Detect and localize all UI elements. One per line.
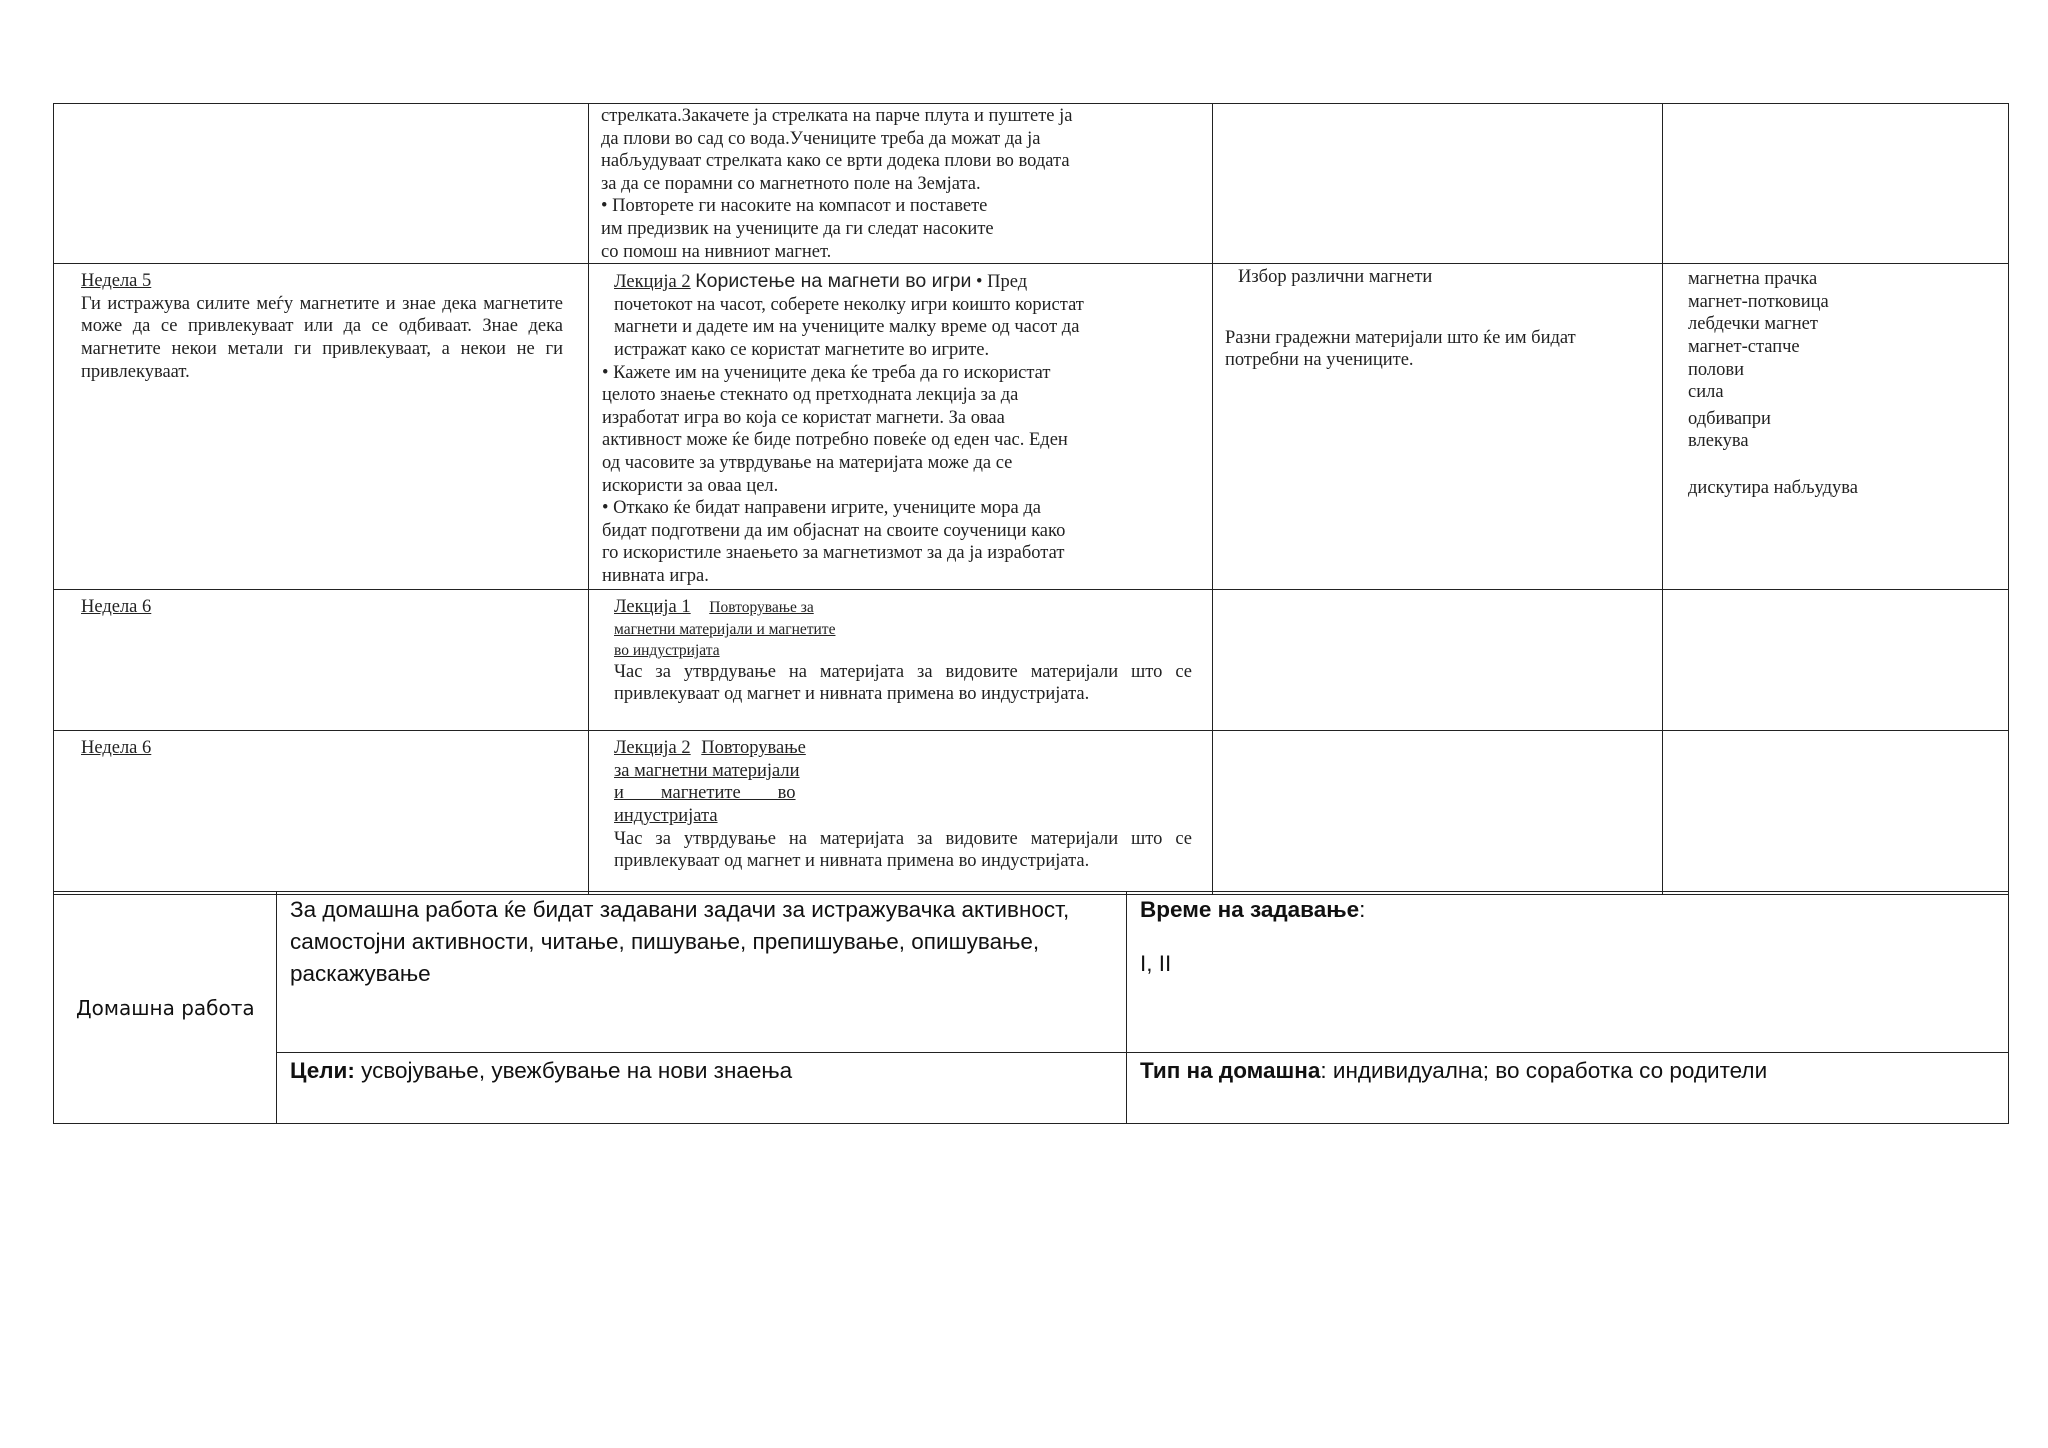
lesson-heading (614, 732, 1192, 760)
activity-line: искористи за оваа цел. (602, 475, 779, 496)
activity-line: истражат како се користат магнетите во игрите. (614, 339, 990, 360)
homework-description: За домашна работа ќе бидат задавани задачи за истражувачка активност, самостојни активности, читање, пишување, препишување, опишување, раскажување (277, 892, 1127, 1053)
activity-line: за да се порамни со магнетното поле на Земјата. (601, 173, 981, 194)
activity-line: активност може ќе биде потребно повеќе од еден час. Еден (602, 430, 1068, 451)
homework-table (53, 891, 2009, 1124)
week-label: Недела 5 (81, 271, 152, 292)
lesson-title-line: за магнетни материјали (614, 760, 800, 781)
lesson-title-line: и магнетите во (614, 783, 796, 804)
table-row (54, 264, 2009, 590)
term-item: влекува (1688, 431, 1749, 452)
lesson-title: Користење на магнети во игри (695, 270, 972, 293)
activity-lead: • Пред (976, 272, 1028, 293)
activity-line: изработат игра во која се користат магнети. За оваа (602, 407, 1005, 428)
lesson-label: Лекција 1 (614, 597, 691, 618)
terms-cell (1663, 104, 2009, 264)
terms-cell (1663, 264, 2009, 590)
homework-time-label: Време на задавање (1140, 897, 1360, 922)
week-cell (54, 590, 589, 731)
activity-line: почетокот на часот, соберете неколку игри коишто користат (614, 294, 1084, 315)
terms-cell (1663, 590, 2009, 731)
activity-line: нивната игра. (602, 565, 709, 586)
activity-line: набљудуваат стрелката како се врти додека плови во водата (601, 151, 1070, 172)
term-item: лебдечки магнет (1688, 314, 1818, 335)
activity-line: • Кажете им на учениците дека ќе треба да го искористат (602, 362, 1051, 383)
lesson-label: Лекција 2 (614, 272, 691, 293)
activity-line: магнети и дадете им на учениците малку време од часот да (614, 317, 1080, 338)
lesson-title-line: Повторување (701, 738, 806, 759)
table-row (54, 104, 2009, 264)
homework-type-label: Тип на домашна (1140, 1058, 1321, 1083)
homework-time-cell (1127, 892, 2009, 1053)
activity-line: со помош на нивниот магнет. (601, 241, 832, 262)
table-row (54, 590, 2009, 731)
lesson-title-line: Повторување за (709, 599, 814, 617)
term-item: магнет-потковица (1688, 291, 1829, 312)
homework-goals-cell (277, 1053, 1127, 1124)
table-row (54, 731, 2009, 895)
activity-line: • Повторете ги насоките на компасот и поставете (601, 196, 988, 217)
activity-line: од часовите за утврдување на материјата може да се (602, 452, 1013, 473)
activity-text: Час за утврдување на материјата за видовите материјали што се привлекуваат од магнет и нивната примена во индустријата. (614, 661, 1192, 705)
lesson-title-line: индустријата (614, 805, 718, 826)
homework-time-colon: : (1359, 897, 1366, 922)
activity-line: целото знаење стекнато од претходната лекција за да (602, 385, 1019, 406)
homework-goals-label: Цели: (290, 1058, 355, 1083)
week-cell (54, 731, 589, 895)
lesson-heading (614, 265, 1192, 294)
lesson-title-line: магнетни материјали и магнетите (614, 620, 836, 638)
term-item: полови (1688, 359, 1745, 380)
activity-cell (589, 104, 1213, 264)
term-item: магнетна прачка (1688, 269, 1818, 290)
lesson-label: Лекција 2 (614, 738, 691, 759)
activity-line: бидат подготвени да им објаснат на своите соученици како (602, 520, 1066, 541)
term-item: одбивапри (1688, 408, 1771, 429)
resources-cell (1213, 264, 1663, 590)
term-item: сила (1688, 382, 1724, 403)
week-cell (54, 104, 589, 264)
lesson-title-line: во индустријата (614, 641, 720, 659)
resources-cell (1213, 104, 1663, 264)
week-label: Недела 6 (81, 597, 152, 618)
activity-line: • Откако ќе бидат направени игрите, учениците мора да (602, 498, 1042, 519)
homework-label: Домашна работа (54, 892, 277, 1124)
term-item: магнет-стапче (1688, 336, 1800, 357)
activity-line: да плови во сад со вода.Учениците треба да можат да ја (601, 128, 1041, 149)
activity-cell (589, 590, 1213, 731)
resources-cell (1213, 731, 1663, 895)
homework-type-cell (1127, 1053, 2009, 1124)
week-label: Недела 6 (81, 738, 152, 759)
homework-goals-value: усвојување, увежбување на нови знаења (354, 1058, 793, 1083)
activity-cell (589, 731, 1213, 895)
term-item: дискутира набљудува (1688, 477, 1858, 498)
activity-cell (589, 264, 1213, 590)
resource-item: Избор различни магнети (1238, 267, 1433, 288)
homework-type-value: : индивидуална; во соработка со родители (1320, 1058, 1768, 1083)
homework-time-value: I, II (1140, 951, 1172, 976)
activity-line: стрелката.Закачете ја стрелката на парче плута и пуштете ја (601, 106, 1073, 126)
table-row (54, 1053, 2009, 1124)
lesson-heading (614, 591, 1192, 619)
activity-line: им предизвик на учениците да ги следат насоките (601, 218, 994, 239)
week-cell (54, 264, 589, 590)
lesson-plan-table (53, 103, 2009, 895)
terms-cell (1663, 731, 2009, 895)
activity-line: го искористиле знаењето за магнетизмот за да ја изработат (602, 543, 1065, 564)
homework-time-heading (1140, 894, 1994, 926)
resources-cell (1213, 590, 1663, 731)
activity-text: Час за утврдување на материјата за видовите материјали што се привлекуваат од магнет и нивната примена во индустријата. (614, 828, 1192, 872)
table-row (54, 892, 2009, 1053)
resource-item: Разни градежни материјали што ќе им бидат потребни на учениците. (1225, 327, 1576, 371)
goals-text: Ги истражува силите меѓу магнетите и знае дека магнетите може да се привлекуваат или да се одбиваат. Знае дека магнетите некои метали ги привлекуваат, а некои не ги привлекуваат. (81, 293, 563, 382)
